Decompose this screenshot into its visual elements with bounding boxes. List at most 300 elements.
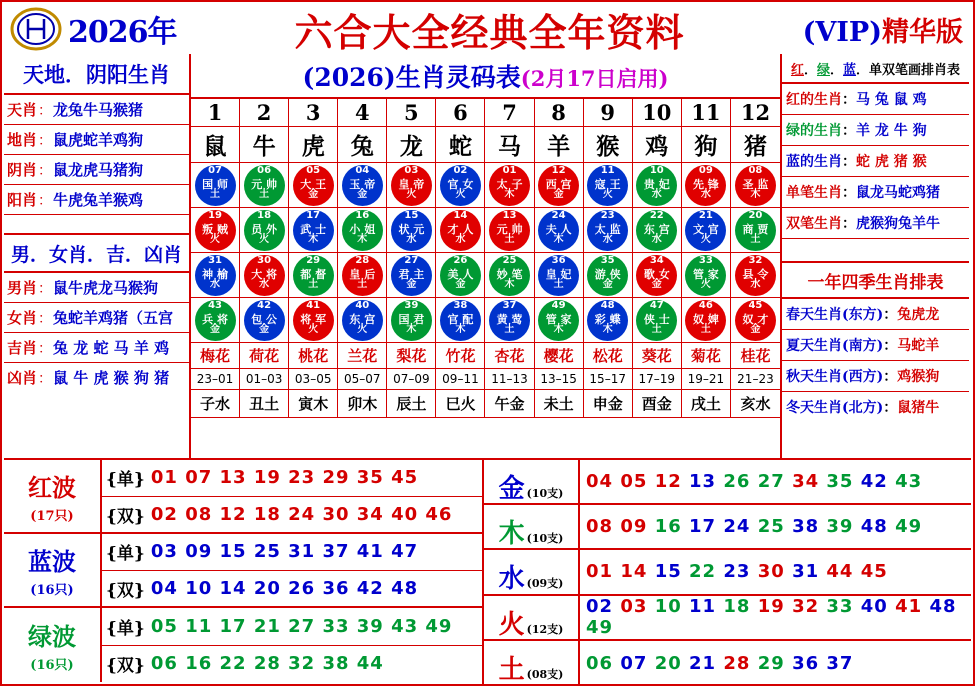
ball-name: 奴 才 [742, 312, 769, 326]
number-ball[interactable] [636, 210, 677, 251]
zodiac-ball-cell[interactable] [584, 208, 633, 253]
flower-name: 梨花 [387, 343, 436, 369]
zodiac-ball-cell[interactable] [731, 298, 780, 343]
zodiac-ball-cell[interactable] [485, 298, 534, 343]
ball-element: 金 [259, 323, 270, 335]
zodiac-name: 鼠 [191, 127, 240, 163]
element-count: (12支) [526, 622, 564, 636]
number-ball[interactable] [735, 165, 776, 206]
zodiac-ball-cell[interactable] [387, 208, 436, 253]
ball-element: 木 [308, 233, 319, 245]
element-number: 03 [620, 596, 648, 618]
ball-number: 16 [355, 209, 370, 221]
element-count: (10支) [526, 487, 564, 500]
flower-name: 桂花 [731, 343, 780, 369]
element-number: 27 [757, 471, 785, 493]
row-key: 阴肖 [7, 161, 38, 179]
number-ball[interactable] [342, 300, 383, 341]
ball-number: 23 [600, 209, 615, 221]
element-number: 23 [723, 561, 751, 583]
ball-number: 21 [698, 209, 713, 221]
ball-element: 金 [308, 188, 319, 200]
vip-suffix: 精华版 [882, 16, 963, 48]
element-number: 43 [895, 471, 923, 493]
number-ball[interactable] [342, 210, 383, 251]
table-title [191, 54, 780, 99]
zodiac-ball-cell[interactable] [633, 163, 682, 208]
ball-name: 圣 监 [742, 177, 769, 191]
ball-number: 06 [257, 164, 272, 176]
ball-element: 土 [357, 278, 368, 290]
ball-element: 水 [700, 188, 711, 200]
number-ball[interactable] [195, 210, 236, 251]
number-ball[interactable] [440, 210, 481, 251]
element-number: 40 [860, 596, 888, 618]
wave-line [102, 497, 482, 533]
number-ball[interactable] [538, 300, 579, 341]
time-range: 17–19 [633, 369, 682, 390]
flower-name: 兰花 [338, 343, 387, 369]
wave-count: (17只) [30, 509, 74, 524]
zodiac-ball-cell[interactable] [535, 253, 584, 298]
element-name: 金 [498, 474, 525, 504]
ball-number: 38 [453, 299, 468, 311]
zodiac-ball-cell[interactable] [387, 298, 436, 343]
row-value: 鼠龙虎马猪狗 [53, 161, 144, 179]
number-ball[interactable] [538, 165, 579, 206]
number-ball[interactable] [489, 300, 530, 341]
number-ball[interactable] [293, 210, 334, 251]
ball-name: 奴 婢 [692, 312, 719, 326]
element-number: 18 [723, 596, 751, 618]
number-ball[interactable] [587, 165, 628, 206]
ball-name: 寇 王 [594, 177, 621, 191]
wave-numbers: 01 07 13 19 23 29 35 45 [150, 467, 419, 489]
zodiac-ball-cell[interactable] [436, 298, 485, 343]
ball-name: 东 宫 [349, 312, 376, 326]
ball-element: 水 [455, 233, 466, 245]
row-key: 冬天生肖(北方) [786, 400, 884, 416]
zodiac-ball-cell[interactable] [485, 163, 534, 208]
row-key: 春天生肖(东方) [786, 307, 884, 323]
ball-element: 金 [210, 323, 221, 335]
number-ball[interactable] [735, 210, 776, 251]
number-ball[interactable] [244, 300, 285, 341]
zodiac-ball-cell[interactable] [436, 208, 485, 253]
flower-name: 松花 [584, 343, 633, 369]
main-body [4, 54, 971, 458]
ball-name: 国 师 [202, 177, 228, 191]
zodiac-ball-cell[interactable] [731, 208, 780, 253]
ball-element: 火 [308, 323, 319, 335]
zodiac-ball-cell[interactable] [240, 163, 289, 208]
element-number: 41 [895, 596, 923, 618]
element-numbers [580, 653, 971, 674]
flower-name: 桃花 [289, 343, 338, 369]
ball-name: 状 元 [398, 222, 425, 236]
number-ball[interactable] [489, 210, 530, 251]
ball-name: 夫 人 [545, 222, 572, 236]
zodiac-ball-cell[interactable] [682, 253, 731, 298]
element-number: 42 [860, 471, 888, 493]
ball-number: 45 [748, 299, 763, 311]
row-key: 单笔生肖 [786, 185, 842, 201]
time-range: 11–13 [485, 369, 534, 390]
ball-name: 都 督 [300, 267, 327, 281]
column-number: 8 [535, 99, 584, 127]
ball-name: 包 公 [251, 312, 278, 326]
number-ball[interactable] [440, 255, 481, 296]
number-ball[interactable] [636, 255, 677, 296]
zodiac-ball-cell[interactable] [731, 163, 780, 208]
vip-badge [803, 10, 963, 49]
ball-element: 金 [455, 278, 466, 290]
element-numbers [580, 596, 971, 638]
ball-number: 30 [257, 254, 272, 266]
ball-element: 木 [602, 323, 613, 335]
ball-number: 34 [649, 254, 664, 266]
ball-element: 火 [259, 233, 270, 245]
branch-element: 申金 [584, 390, 633, 418]
wave-numbers: 05 11 17 21 27 33 39 43 49 [150, 615, 453, 637]
column-number: 5 [387, 99, 436, 127]
number-ball[interactable] [391, 300, 432, 341]
number-ball[interactable] [342, 255, 383, 296]
ball-element: 土 [308, 278, 319, 290]
ball-number: 29 [306, 254, 321, 266]
element-number: 07 [620, 652, 648, 674]
element-row [484, 505, 971, 550]
wave-line [102, 646, 482, 683]
element-number: 04 [586, 471, 614, 493]
list-item: 吉肖 ： 兔 龙 蛇 马 羊 鸡 [4, 333, 189, 363]
zodiac-ball-cell[interactable] [731, 253, 780, 298]
number-ball[interactable] [538, 210, 579, 251]
element-number: 38 [792, 516, 820, 538]
flower-name: 菊花 [682, 343, 731, 369]
number-ball[interactable] [636, 165, 677, 206]
wave-table [4, 460, 484, 686]
wave-numbers: 03 09 15 25 31 37 41 47 [150, 541, 419, 563]
flower-name: 梅花 [191, 343, 240, 369]
number-ball[interactable] [195, 255, 236, 296]
element-number: 37 [826, 652, 854, 674]
zodiac-ball-cell[interactable] [436, 163, 485, 208]
row-value: 牛虎兔羊猴鸡 [53, 191, 144, 209]
zodiac-ball-cell[interactable] [338, 298, 387, 343]
ball-name: 彩 蝶 [594, 312, 621, 326]
zodiac-ball-cell[interactable] [584, 253, 633, 298]
ball-name: 玉 帝 [349, 177, 376, 191]
number-ball[interactable] [195, 165, 236, 206]
zodiac-ball-cell[interactable] [289, 208, 338, 253]
zodiac-ball-cell[interactable] [338, 163, 387, 208]
ball-name: 贵 妃 [643, 177, 670, 191]
wave-line [102, 460, 482, 497]
right-head-title: 红．绿．蓝．单双笔画排肖表 [782, 54, 969, 84]
column-number: 1 [191, 99, 240, 127]
list-item: 春天生肖(东方)：兔虎龙 [782, 299, 969, 330]
element-name: 火 [498, 609, 525, 640]
number-ball[interactable] [195, 300, 236, 341]
ball-number: 31 [208, 254, 222, 266]
list-item: 阳肖 ： 牛虎兔羊猴鸡 [4, 185, 189, 215]
number-ball[interactable] [489, 255, 530, 296]
ball-name: 妙 笔 [496, 267, 523, 281]
zodiac-ball-cell[interactable] [240, 208, 289, 253]
number-ball[interactable] [685, 210, 726, 251]
row-key: 地肖 [7, 131, 38, 149]
wave-row [4, 534, 482, 608]
branch-element: 戌土 [682, 390, 731, 418]
ball-element: 木 [406, 323, 417, 335]
ball-number: 15 [404, 209, 419, 221]
ball-number: 03 [404, 164, 419, 176]
ball-element: 土 [700, 323, 711, 335]
odd-even-tag: {双} [106, 580, 145, 601]
element-number: 10 [654, 596, 682, 618]
zodiac-name: 鸡 [633, 127, 682, 163]
ball-number: 14 [453, 209, 468, 221]
time-range: 13–15 [535, 369, 584, 390]
list-item: 绿的生肖：羊 龙 牛 狗 [782, 115, 969, 146]
ball-element: 火 [602, 188, 613, 200]
row-key: 凶肖 [7, 369, 38, 387]
zodiac-ball-cell[interactable] [240, 253, 289, 298]
ball-element: 火 [357, 323, 368, 335]
element-name-cell [484, 550, 580, 593]
zodiac-ball-cell[interactable] [191, 163, 240, 208]
ball-element: 木 [553, 323, 564, 335]
number-ball[interactable] [685, 300, 726, 341]
number-ball[interactable] [244, 210, 285, 251]
zodiac-name: 猪 [731, 127, 780, 163]
zodiac-ball-cell[interactable] [289, 163, 338, 208]
zodiac-ball-cell[interactable] [682, 208, 731, 253]
ball-number: 11 [600, 164, 615, 176]
row-value: 鼠牛虎龙马猴狗 [53, 279, 159, 297]
zodiac-name: 兔 [338, 127, 387, 163]
zodiac-ball-cell[interactable] [633, 298, 682, 343]
list-item: 阴肖 ： 鼠龙虎马猪狗 [4, 155, 189, 185]
number-ball[interactable] [735, 300, 776, 341]
ball-element: 土 [553, 278, 564, 290]
number-ball[interactable] [244, 255, 285, 296]
ball-name: 游 侠 [594, 267, 621, 281]
row-value: 马 兔 鼠 鸡 [856, 92, 927, 108]
wave-name: 红波 [28, 473, 76, 502]
ball-element: 木 [553, 233, 564, 245]
zodiac-ball-cell[interactable] [584, 298, 633, 343]
time-range: 23–01 [191, 369, 240, 390]
element-number: 15 [654, 561, 682, 583]
ball-number: 07 [208, 164, 222, 176]
ball-number: 01 [502, 164, 517, 176]
element-number: 32 [792, 596, 820, 618]
element-number: 25 [757, 516, 785, 538]
element-number: 01 [586, 561, 614, 583]
ball-name: 官 配 [447, 312, 474, 326]
ball-element: 木 [455, 323, 466, 335]
number-ball[interactable] [342, 165, 383, 206]
branch-element: 辰土 [387, 390, 436, 418]
number-ball[interactable] [440, 165, 481, 206]
row-value: 鼠猪牛 [897, 400, 940, 416]
number-ball[interactable] [244, 165, 285, 206]
ball-element: 水 [750, 278, 761, 290]
ball-name: 侠 士 [643, 312, 670, 326]
ball-name: 东 宫 [643, 222, 670, 236]
number-ball[interactable] [489, 165, 530, 206]
ball-element: 火 [700, 233, 711, 245]
zodiac-ball-cell[interactable] [338, 208, 387, 253]
zodiac-ball-cell[interactable] [191, 298, 240, 343]
row-key: 双笔生肖 [786, 216, 842, 232]
zodiac-ball-cell[interactable] [191, 253, 240, 298]
ball-number: 36 [551, 254, 566, 266]
list-item: 地肖 ： 鼠虎蛇羊鸡狗 [4, 125, 189, 155]
right-head2-title: 一年四季生肖排表 [782, 261, 969, 299]
wave-row [4, 608, 482, 682]
branch-element: 午金 [485, 390, 534, 418]
ball-name: 将 军 [300, 312, 327, 326]
number-ball[interactable] [293, 300, 334, 341]
zodiac-ball-cell[interactable] [682, 163, 731, 208]
ball-name: 西 宫 [545, 177, 572, 191]
left-head-title: 天地．阴阳生肖 [4, 54, 189, 95]
wave-name-cell [4, 460, 102, 532]
ball-number: 08 [748, 164, 763, 176]
row-key: 吉肖 [7, 339, 38, 357]
odd-even-tag: {单} [106, 618, 145, 639]
ball-element: 水 [602, 233, 613, 245]
ball-number: 39 [404, 299, 419, 311]
element-table [484, 460, 971, 686]
number-ball[interactable] [391, 255, 432, 296]
number-ball[interactable] [391, 210, 432, 251]
element-number: 48 [860, 516, 888, 538]
number-ball[interactable] [587, 255, 628, 296]
element-name-cell [484, 505, 580, 548]
ball-name: 小 姐 [349, 222, 376, 236]
row-key: 绿的生肖 [786, 123, 842, 139]
time-range: 03–05 [289, 369, 338, 390]
ball-element: 水 [210, 278, 221, 290]
ball-name: 武 士 [300, 222, 327, 236]
zodiac-ball-cell[interactable] [338, 253, 387, 298]
header-year: 2026年 [68, 15, 177, 50]
element-number: 17 [689, 516, 717, 538]
ball-element: 金 [651, 278, 662, 290]
ball-number: 20 [748, 209, 763, 221]
zodiac-ball-cell[interactable] [191, 208, 240, 253]
element-number: 11 [689, 596, 717, 618]
zodiac-ball-cell[interactable] [485, 208, 534, 253]
zodiac-ball-cell[interactable] [682, 298, 731, 343]
element-numbers [580, 516, 971, 537]
row-value: 兔虎龙 [897, 307, 940, 323]
ball-element: 木 [504, 278, 515, 290]
number-ball[interactable] [735, 255, 776, 296]
row-value: 龙兔牛马猴猪 [53, 101, 144, 119]
ball-element: 水 [406, 233, 417, 245]
number-ball[interactable] [587, 210, 628, 251]
row-value: 兔蛇羊鸡猪（五宫 [53, 309, 174, 327]
zodiac-ball-cell[interactable] [535, 298, 584, 343]
number-ball[interactable] [685, 165, 726, 206]
odd-even-tag: {双} [106, 506, 145, 527]
list-item: 女肖 ： 兔蛇羊鸡猪（五宫 [4, 303, 189, 333]
zodiac-ball-cell[interactable] [535, 208, 584, 253]
element-row [484, 596, 971, 641]
element-name: 水 [498, 564, 525, 595]
branch-element: 寅木 [289, 390, 338, 418]
number-ball[interactable] [391, 165, 432, 206]
element-number: 29 [757, 652, 785, 674]
page-header [4, 4, 971, 54]
number-ball[interactable] [440, 300, 481, 341]
zodiac-ball-cell[interactable] [387, 163, 436, 208]
number-ball[interactable] [293, 165, 334, 206]
number-ball[interactable] [587, 300, 628, 341]
zodiac-ball-cell[interactable] [387, 253, 436, 298]
row-key: 男肖 [7, 279, 38, 297]
element-numbers [580, 561, 971, 582]
table-title-sub: (2月17日启用) [520, 66, 669, 91]
element-number: 08 [586, 516, 614, 538]
zodiac-ball-cell[interactable] [535, 163, 584, 208]
zodiac-ball-cell[interactable] [584, 163, 633, 208]
column-number: 11 [682, 99, 731, 127]
element-number: 31 [792, 561, 820, 583]
element-number: 13 [689, 471, 717, 493]
zodiac-ball-cell[interactable] [289, 298, 338, 343]
ball-name: 文 官 [692, 222, 719, 236]
zodiac-ball-cell[interactable] [240, 298, 289, 343]
ball-number: 05 [306, 164, 321, 176]
ball-name: 皇 后 [349, 267, 376, 281]
zodiac-ball-cell[interactable] [633, 208, 682, 253]
zodiac-ball-cell[interactable] [633, 253, 682, 298]
zodiac-ball-cell[interactable] [485, 253, 534, 298]
branch-element: 子水 [191, 390, 240, 418]
flower-name: 荷花 [240, 343, 289, 369]
ball-number: 18 [257, 209, 272, 221]
element-number: 30 [757, 561, 785, 583]
number-ball[interactable] [538, 255, 579, 296]
element-name-cell [484, 596, 580, 639]
ball-number: 28 [355, 254, 370, 266]
element-number: 39 [826, 516, 854, 538]
number-ball[interactable] [636, 300, 677, 341]
ball-name: 才 人 [447, 222, 474, 236]
element-number: 24 [723, 516, 751, 538]
list-item: 冬天生肖(北方)：鼠猪牛 [786, 400, 940, 416]
ball-number: 24 [551, 209, 566, 221]
zodiac-name: 蛇 [436, 127, 485, 163]
element-number: 22 [689, 561, 717, 583]
number-ball[interactable] [685, 255, 726, 296]
ball-number: 02 [453, 164, 468, 176]
element-number: 45 [860, 561, 888, 583]
number-ball[interactable] [293, 255, 334, 296]
ball-number: 10 [649, 164, 664, 176]
ball-number: 46 [698, 299, 713, 311]
zodiac-ball-cell[interactable] [289, 253, 338, 298]
branch-element: 酉金 [633, 390, 682, 418]
element-name-cell [484, 460, 580, 503]
zodiac-ball-cell[interactable] [436, 253, 485, 298]
